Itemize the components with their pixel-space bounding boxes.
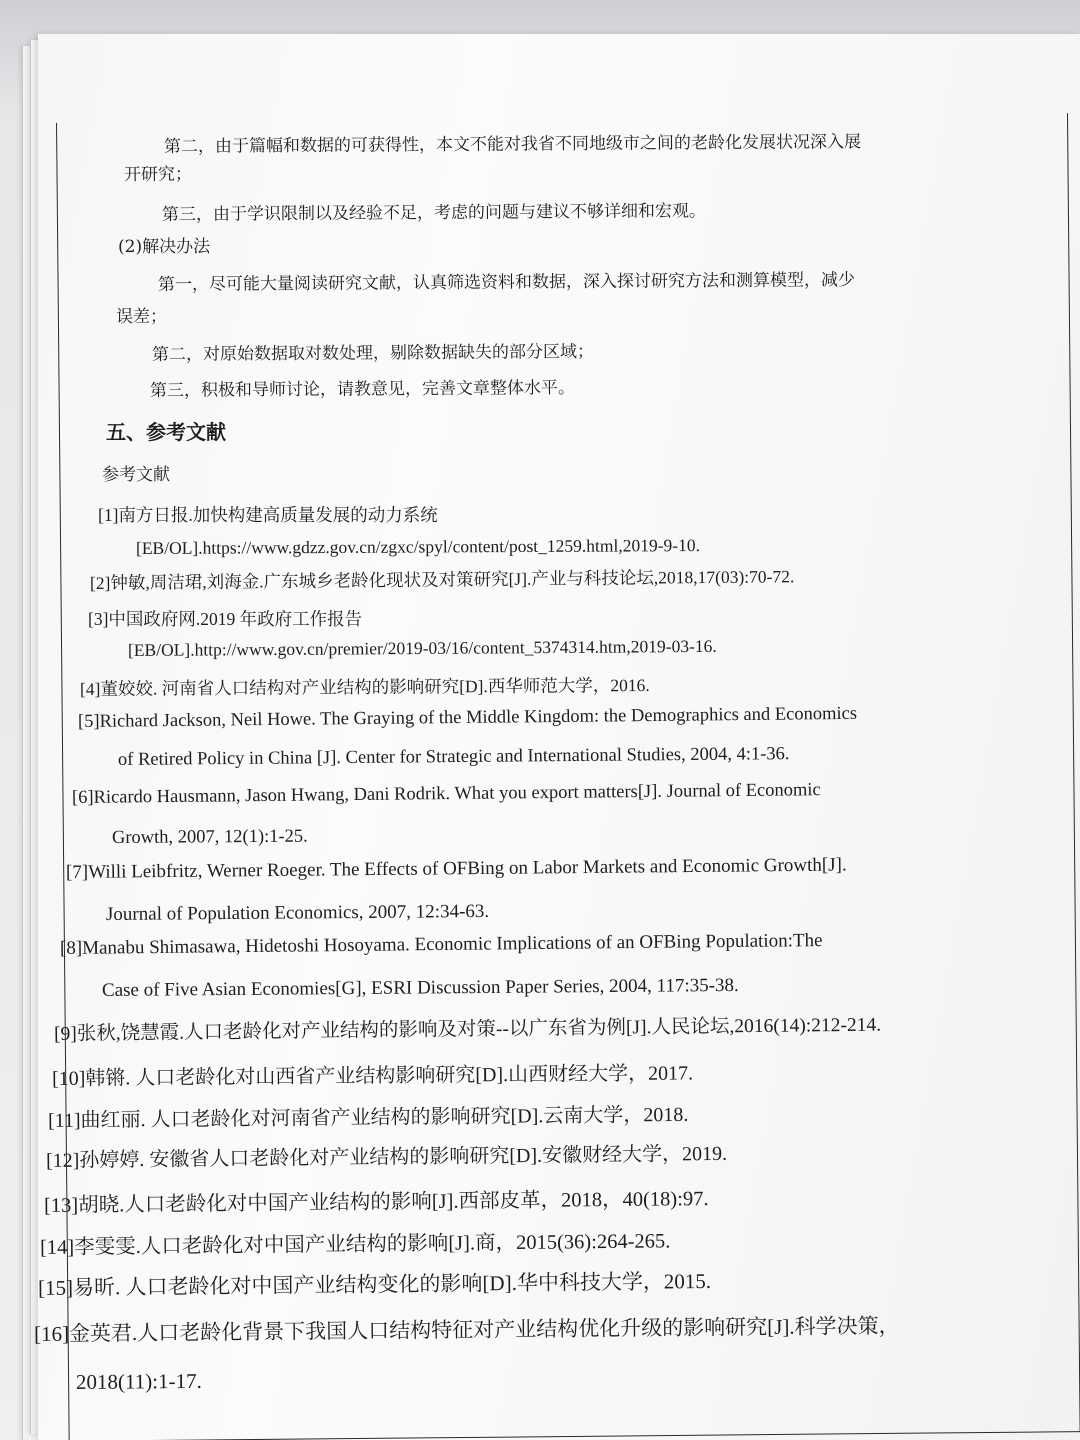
reference-15: [15]易昕. 人口老龄化对中国产业结构变化的影响[D].华中科技大学，2015.: [37, 1268, 712, 1300]
reference-10: [10]韩锵. 人口老龄化对山西省产业结构影响研究[D].山西财经大学，2017.: [51, 1062, 694, 1090]
paragraph-line: 误差；: [116, 307, 167, 327]
paragraph-line: 第一，尽可能大量阅读研究文献，认真筛选资料和数据，深入探讨研究方法和测算模型，减少: [157, 270, 856, 295]
reference-3-line1: [3]中国政府网.2019 年政府工作报告: [88, 609, 363, 629]
subheading-solutions: (2)解决办法: [118, 237, 211, 257]
reference-3-line2: [EB/OL].http://www.gov.cn/premier/2019-03/16/content_5374314.htm,2019-03-16.: [127, 635, 717, 660]
reference-8-line2: Case of Five Asian Economies[G], ESRI Discussion Paper Series, 2004, 117:35-38.: [101, 974, 739, 1001]
reference-14: [14]李雯雯.人口老龄化对中国产业结构的影响[J].商，2015(36):264-265.: [39, 1230, 671, 1259]
reference-16-line1: [16]金英君.人口老龄化背景下我国人口结构特征对产业结构优化升级的影响研究[J].科学决策，: [33, 1313, 900, 1346]
section-heading: 五、参考文献: [106, 420, 226, 444]
paragraph-line: 第二，对原始数据取对数处理，剔除数据缺失的部分区域；: [151, 341, 595, 365]
reference-16-line2: 2018(11):1-17.: [75, 1368, 202, 1394]
references-label: 参考文献: [102, 465, 170, 485]
reference-5-line1: [5]Richard Jackson, Neil Howe. The Graying of the Middle Kingdom: the Demographics and Economics: [77, 703, 858, 732]
reference-1-line2: [EB/OL].https://www.gdzz.gov.cn/zgxc/spyl/content/post_1259.html,2019-9-10.: [135, 535, 701, 558]
reference-11: [11]曲红丽. 人口老龄化对河南省产业结构的影响研究[D].云南大学，2018.: [47, 1103, 689, 1132]
reference-7-line1: [7]Willi Leibfritz, Werner Roeger. The Effects of OFBing on Labor Markets and Economic Growth[J].: [65, 854, 847, 883]
reference-7-line2: Journal of Population Economics, 2007, 12:34-63.: [105, 900, 490, 925]
paragraph-line: 第三，由于学识限制以及经验不足，考虑的问题与建议不够详细和宏观。: [161, 201, 707, 225]
reference-2: [2]钟敏,周洁珺,刘海金.广东城乡老龄化现状及对策研究[J].产业与科技论坛,2018,17(03):70-72.: [89, 566, 795, 593]
reference-6-line1: [6]Ricardo Hausmann, Jason Hwang, Dani Rodrik. What you export matters[J]. Journal of Economic: [71, 780, 821, 808]
reference-6-line2: Growth, 2007, 12(1):1-25.: [111, 826, 308, 848]
reference-13: [13]胡晓.人口老龄化对中国产业结构的影响[J].西部皮革，2018，40(18):97.: [43, 1188, 709, 1217]
paragraph-line: 第三，积极和导师讨论，请教意见，完善文章整体水平。: [149, 378, 576, 401]
paragraph-line: 开研究；: [123, 164, 193, 185]
reference-8-line1: [8]Manabu Shimasawa, Hidetoshi Hosoyama. Economic Implications of an OFBing Population:The: [59, 930, 823, 959]
reference-12: [12]孙婷婷. 安徽省人口老龄化对产业结构的影响研究[D].安徽财经大学，2019.: [45, 1142, 728, 1172]
reference-5-line2: of Retired Policy in China [J]. Center for Strategic and International Studies, 2004, 4:1-36.: [117, 744, 790, 770]
reference-4: [4]董姣姣. 河南省人口结构对产业结构的影响研究[D].西华师范大学，2016.: [79, 675, 650, 699]
paragraph-line: 第二，由于篇幅和数据的可获得性，本文不能对我省不同地级市之间的老龄化发展状况深入展: [163, 132, 862, 157]
reference-9: [9]张秋,饶慧霞.人口老龄化对产业结构的影响及对策--以广东省为例[J].人民论坛,2016(14):212-214.: [53, 1014, 882, 1045]
reference-1-line1: [1]南方日报.加快构建高质量发展的动力系统: [98, 505, 438, 525]
